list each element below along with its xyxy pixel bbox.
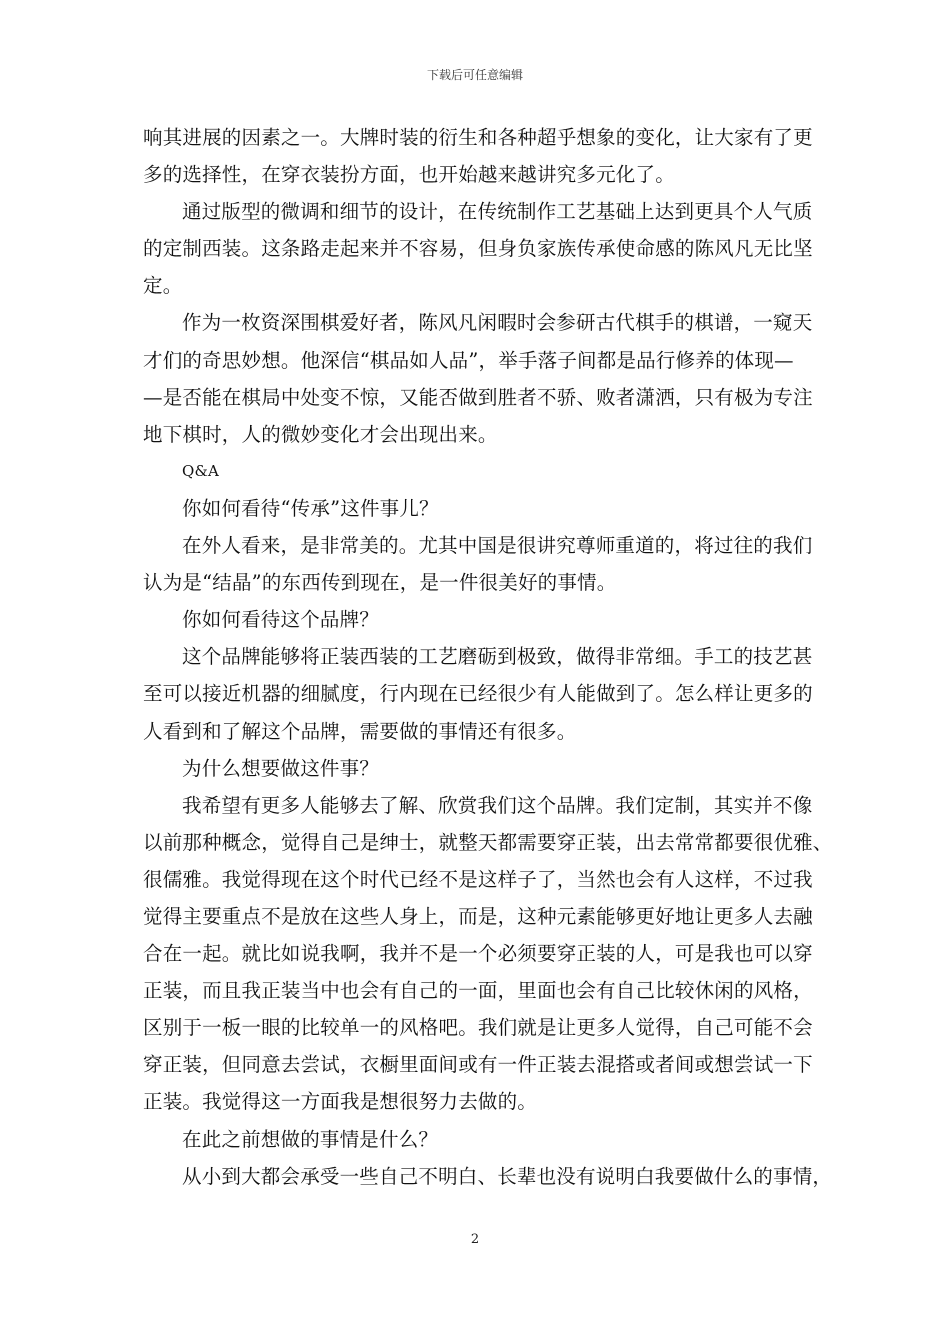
text-line: 定。 [143,274,183,298]
text-line: 多的选择性，在穿衣装扮方面，也开始越来越讲究多元化了。 [143,163,675,187]
text-line: 觉得主要重点不是放在这些人身上，而是，这种元素能够更好地让更多人去融 [143,904,813,928]
text-line: 合在一起。就比如说我啊，我并不是一个必须要穿正装的人，可是我也可以穿 [143,942,813,966]
text-line: 才们的奇思妙想。他深信“棋品如人品”，举手落子间都是品行修养的体现— [143,348,794,372]
question: 在此之前想做的事情是什么？ [182,1127,439,1151]
text-line: 穿正装，但同意去尝试，衣橱里面间或有一件正装去混搭或者间或想尝试一下 [143,1053,813,1077]
text-line: 人看到和了解这个品牌，需要做的事情还有很多。 [143,719,577,743]
page-header: 下载后可任意编辑 [426,68,523,82]
text-line: 很儒雅。我觉得现在这个时代已经不是这样子了，当然也会有人这样，不过我 [143,867,813,891]
text-line: 至可以接近机器的细腻度，行内现在已经很少有人能做到了。怎么样让更多的 [143,682,813,706]
text-line: 认为是“结晶”的东西传到现在，是一件很美好的事情。 [143,571,617,595]
answer-start: 我希望有更多人能够去了解、欣赏我们这个品牌。我们定制，其实并不像 [182,793,813,817]
answer-start: 在外人看来，是非常美的。尤其中国是很讲究尊师重道的，将过往的我们 [182,534,813,558]
question: 你如何看待“传承”这件事儿？ [182,496,439,520]
paragraph-start: 作为一枚资深围棋爱好者，陈风凡闲暇时会参研古代棋手的棋谱，一窥天 [182,311,813,335]
text-line: 以前那种概念，觉得自己是绅士，就整天都需要穿正装，出去常常都要很优雅、 [143,830,833,854]
qa-heading: Q&A [182,461,220,480]
question: 你如何看待这个品牌？ [182,608,380,632]
answer-start: 这个品牌能够将正装西装的工艺磨砺到极致，做得非常细。手工的技艺甚 [182,645,813,669]
text-line: 正装，而且我正装当中也会有自己的一面，里面也会有自己比较休闲的风格， [143,979,813,1003]
text-line: —是否能在棋局中处变不惊，又能否做到胜者不骄、败者潇洒，只有极为专注 [143,385,813,409]
question: 为什么想要做这件事？ [182,756,380,780]
document-body [143,119,833,1195]
page-number: 2 [470,1232,480,1247]
text-line: 正装。我觉得这一方面我是想很努力去做的。 [143,1090,538,1114]
text-line: 响其进展的因素之一。大牌时装的衍生和各种超乎想象的变化，让大家有了更 [143,126,813,149]
answer-start: 从小到大都会承受一些自己不明白、长辈也没有说明白我要做什么的事情， [182,1164,833,1188]
paragraph-start: 通过版型的微调和细节的设计，在传统制作工艺基础上达到更具个人气质 [182,200,813,224]
text-line: 区别于一板一眼的比较单一的风格吧。我们就是让更多人觉得，自己可能不会 [143,1016,813,1040]
text-line: 的定制西装。这条路走起来并不容易，但身负家族传承使命感的陈风凡无比坚 [143,237,813,261]
text-line: 地下棋时，人的微妙变化才会出现出来。 [143,422,498,446]
